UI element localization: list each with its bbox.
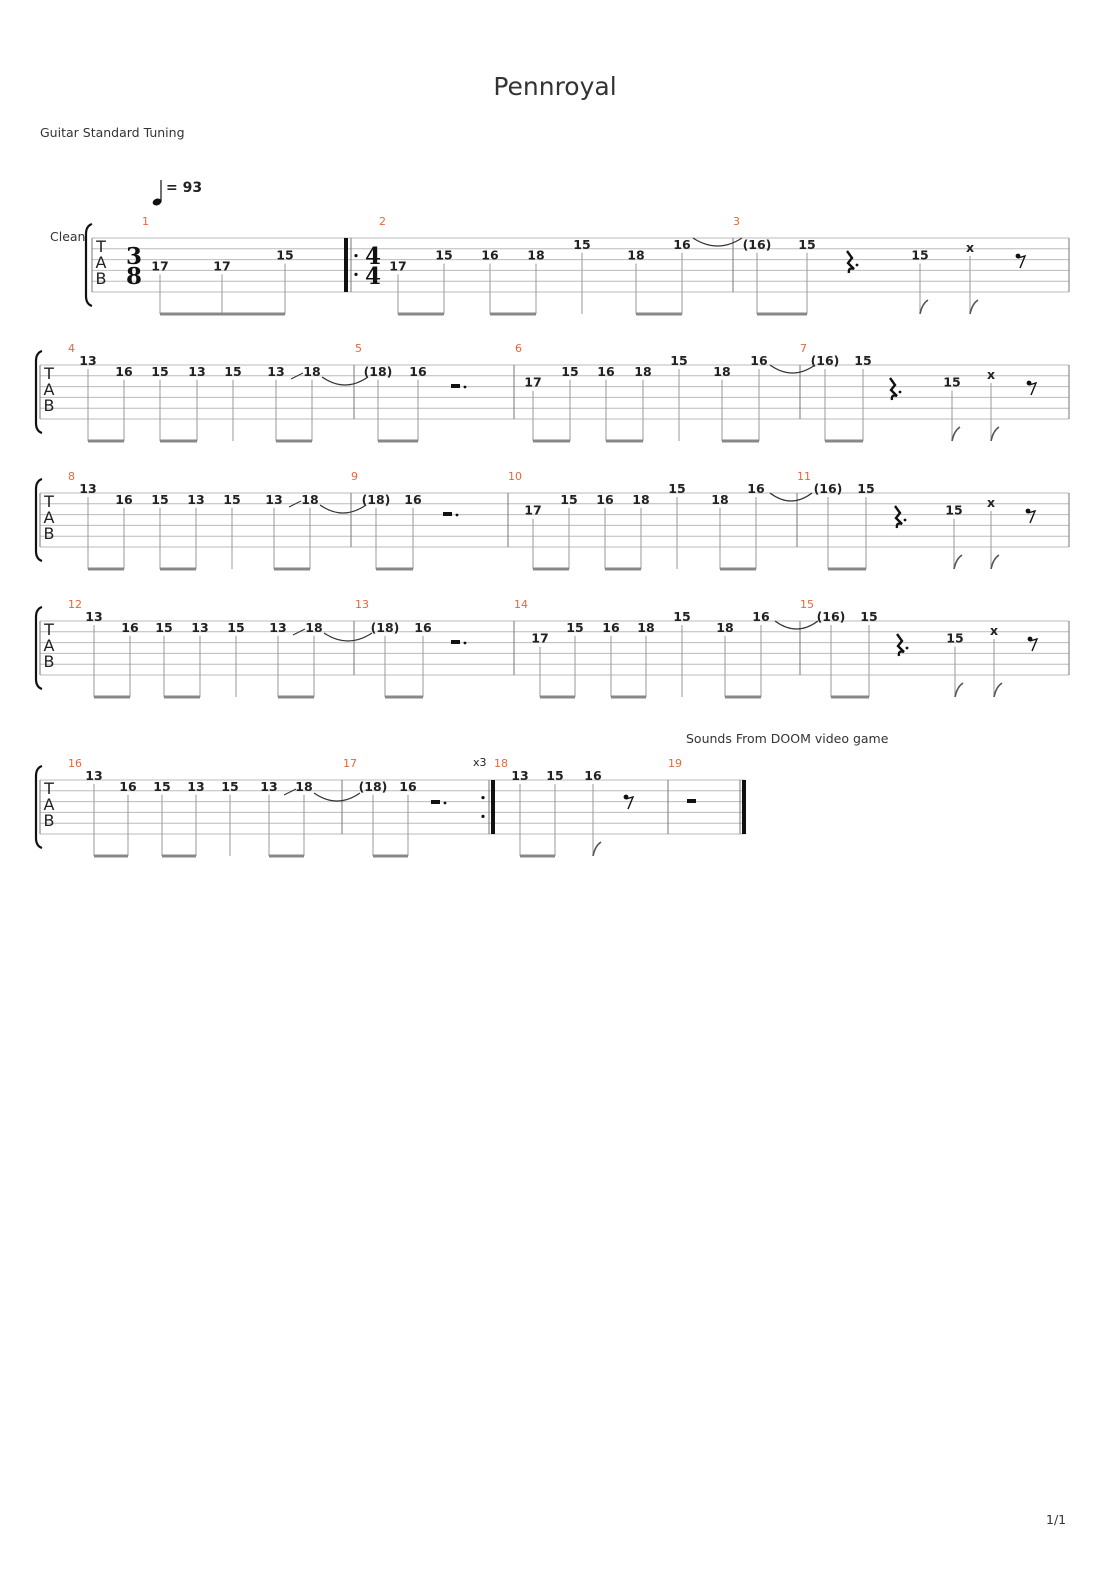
rest-dot [456, 514, 459, 517]
fret-number: 15 [798, 236, 816, 252]
fret-number: 17 [524, 374, 542, 390]
eighth-rest-stem [1018, 256, 1025, 268]
fret-number: 16 [119, 778, 137, 794]
fret-number: 13 [79, 481, 97, 496]
fret-number: 15 [224, 363, 242, 379]
fret-number: 13 [187, 778, 205, 794]
repeat-count: x3 [473, 756, 487, 769]
fret-number: 13 [85, 609, 103, 624]
fret-number: 17 [531, 630, 549, 646]
fret-number: (16) [742, 236, 772, 252]
fret-number: 13 [265, 491, 283, 507]
fret-number: 16 [596, 491, 614, 507]
tab-clef-b: B [43, 652, 55, 671]
fret-number: 15 [560, 491, 578, 507]
fret-number: 15 [670, 353, 688, 368]
quarter-rest [897, 634, 904, 656]
tie-curve [770, 493, 812, 501]
measure-number: 17 [343, 757, 357, 770]
fret-number: 18 [527, 247, 545, 263]
fret-number: 16 [481, 247, 499, 263]
fret-number: 18 [632, 491, 650, 507]
tie-curve [775, 621, 818, 629]
tuning-label: Guitar Standard Tuning [40, 125, 185, 140]
fret-number: 15 [860, 609, 878, 624]
fret-number: 15 [223, 491, 241, 507]
system-bracket [36, 766, 42, 848]
fret-number: 13 [191, 619, 209, 635]
quarter-rest [847, 251, 854, 273]
fret-number: (18) [361, 491, 391, 507]
half-rest [431, 800, 440, 804]
fret-number: x [989, 623, 999, 638]
credit-text: Sounds From DOOM video game [686, 731, 889, 746]
fret-number: 15 [857, 481, 875, 496]
tab-clef-a: A [95, 253, 107, 272]
fret-number: 15 [673, 609, 691, 624]
measure-number: 12 [68, 598, 82, 611]
half-rest [687, 799, 696, 803]
fret-number: 16 [115, 363, 133, 379]
fret-number: 16 [409, 363, 427, 379]
instrument-name: Clean [50, 229, 86, 244]
rest-dot [856, 264, 859, 267]
fret-number: 18 [711, 491, 729, 507]
fret-number: (18) [358, 778, 388, 794]
eighth-flag [991, 427, 999, 441]
system-bracket [36, 607, 42, 689]
fret-number: 15 [221, 778, 239, 794]
measure-number: 16 [68, 757, 82, 770]
fret-number: 18 [634, 363, 652, 379]
fret-number: x [986, 367, 996, 382]
tab-clef-b: B [43, 524, 55, 543]
fret-number: 18 [637, 619, 655, 635]
fret-number: 16 [404, 491, 422, 507]
fret-number: 13 [269, 619, 287, 635]
rest-dot [444, 802, 447, 805]
fret-number: (18) [363, 363, 393, 379]
repeat-dot [354, 254, 357, 257]
fret-number: 15 [668, 481, 686, 496]
measure-number: 13 [355, 598, 369, 611]
tie-curve [770, 365, 815, 373]
fret-number: 15 [153, 778, 171, 794]
measure-number: 14 [514, 598, 528, 611]
fret-number: 15 [276, 247, 294, 263]
fret-number: 18 [295, 778, 313, 794]
tie-curve [314, 793, 360, 801]
half-rest [443, 512, 452, 516]
tab-clef-t: T [44, 492, 54, 511]
eighth-flag [994, 683, 1002, 697]
system-bracket [36, 479, 42, 561]
eighth-rest-stem [626, 797, 633, 809]
time-sig-bottom: 4 [364, 263, 382, 290]
measure-number: 4 [68, 342, 75, 355]
fret-number: 15 [435, 247, 453, 263]
tab-clef-t: T [96, 237, 106, 256]
measure-number: 19 [668, 757, 682, 770]
rest-dot [464, 642, 467, 645]
fret-number: 15 [546, 768, 564, 783]
fret-number: 13 [187, 491, 205, 507]
tie-curve [322, 377, 368, 385]
fret-number: 18 [627, 247, 645, 263]
eighth-flag [955, 683, 963, 697]
eighth-flag [991, 555, 999, 569]
fret-number: 15 [561, 363, 579, 379]
fret-number: 18 [303, 363, 321, 379]
half-rest [451, 640, 460, 644]
measure-number: 6 [515, 342, 522, 355]
tab-clef-t: T [44, 620, 54, 639]
eighth-rest-stem [1028, 511, 1035, 523]
eighth-rest-stem [1029, 383, 1036, 395]
tab-clef-a: A [43, 380, 55, 399]
measure-number: 8 [68, 470, 75, 483]
measure-number: 11 [797, 470, 811, 483]
tie-curve [693, 238, 742, 246]
tab-clef-a: A [43, 508, 55, 527]
rest-dot [464, 386, 467, 389]
fret-number: 18 [716, 619, 734, 635]
half-rest [451, 384, 460, 388]
fret-number: 13 [267, 363, 285, 379]
tab-clef-a: A [43, 636, 55, 655]
tab-clef-t: T [44, 779, 54, 798]
fret-number: 15 [155, 619, 173, 635]
tab-clef-b: B [95, 269, 107, 288]
tab-clef-t: T [44, 364, 54, 383]
fret-number: 18 [305, 619, 323, 635]
fret-number: (16) [810, 353, 840, 368]
measure-number: 5 [355, 342, 362, 355]
measure-number: 7 [800, 342, 807, 355]
measure-number: 15 [800, 598, 814, 611]
fret-number: 16 [750, 353, 768, 368]
time-sig-top: 4 [364, 243, 382, 270]
fret-number: 16 [121, 619, 139, 635]
fret-number: (18) [370, 619, 400, 635]
eighth-flag [593, 842, 601, 856]
fret-number: (16) [816, 609, 846, 624]
repeat-dot [481, 796, 484, 799]
fret-number: 13 [79, 353, 97, 368]
slide-line [284, 789, 296, 795]
fret-number: 16 [584, 768, 602, 783]
quarter-rest [895, 506, 902, 528]
tab-clef-b: B [43, 811, 55, 830]
eighth-flag [954, 555, 962, 569]
fret-number: 16 [747, 481, 765, 496]
measure-number: 10 [508, 470, 522, 483]
fret-number: 16 [597, 363, 615, 379]
repeat-dot [354, 273, 357, 276]
tab-clef-a: A [43, 795, 55, 814]
measure-number: 3 [733, 215, 740, 228]
fret-number: 15 [945, 502, 963, 518]
rest-dot [906, 647, 909, 650]
tie-curve [324, 633, 372, 641]
fret-number: 15 [943, 374, 961, 390]
fret-number: 16 [115, 491, 133, 507]
time-sig-top: 3 [125, 243, 143, 270]
fret-number: 15 [151, 363, 169, 379]
system-bracket [36, 351, 42, 433]
fret-number: 18 [301, 491, 319, 507]
fret-number: 15 [946, 630, 964, 646]
measure-number: 18 [494, 757, 508, 770]
fret-number: 15 [227, 619, 245, 635]
tie-curve [320, 505, 366, 513]
fret-number: 17 [151, 258, 169, 274]
fret-number: 13 [85, 768, 103, 783]
fret-number: 16 [673, 236, 691, 252]
repeat-dot [481, 815, 484, 818]
fret-number: 17 [389, 258, 407, 274]
fret-number: 17 [524, 502, 542, 518]
eighth-rest-stem [1030, 639, 1037, 651]
fret-number: x [986, 495, 996, 510]
fret-number: 13 [511, 768, 529, 783]
fret-number: 13 [260, 778, 278, 794]
fret-number: 15 [911, 247, 929, 263]
fret-number: 16 [399, 778, 417, 794]
tab-clef-b: B [43, 396, 55, 415]
rest-dot [899, 391, 902, 394]
page-number: 1/1 [1046, 1512, 1067, 1527]
eighth-flag [952, 427, 960, 441]
fret-number: 16 [414, 619, 432, 635]
measure-number: 1 [142, 215, 149, 228]
fret-number: 13 [188, 363, 206, 379]
fret-number: 15 [151, 491, 169, 507]
fret-number: 18 [713, 363, 731, 379]
song-title: Pennroyal [493, 72, 617, 101]
fret-number: x [965, 240, 975, 255]
fret-number: 17 [213, 258, 231, 274]
eighth-flag [920, 300, 928, 314]
fret-number: 16 [752, 609, 770, 624]
quarter-rest [890, 378, 897, 400]
rest-dot [904, 519, 907, 522]
fret-number: 15 [566, 619, 584, 635]
time-sig-bottom: 8 [125, 263, 143, 290]
system-bracket [86, 224, 92, 306]
fret-number: 15 [573, 236, 591, 252]
measure-number: 2 [379, 215, 386, 228]
fret-number: 15 [854, 353, 872, 368]
fret-number: (16) [813, 481, 843, 496]
fret-number: 16 [602, 619, 620, 635]
measure-number: 9 [351, 470, 358, 483]
eighth-flag [970, 300, 978, 314]
tempo-marking: = 93 [166, 180, 203, 196]
